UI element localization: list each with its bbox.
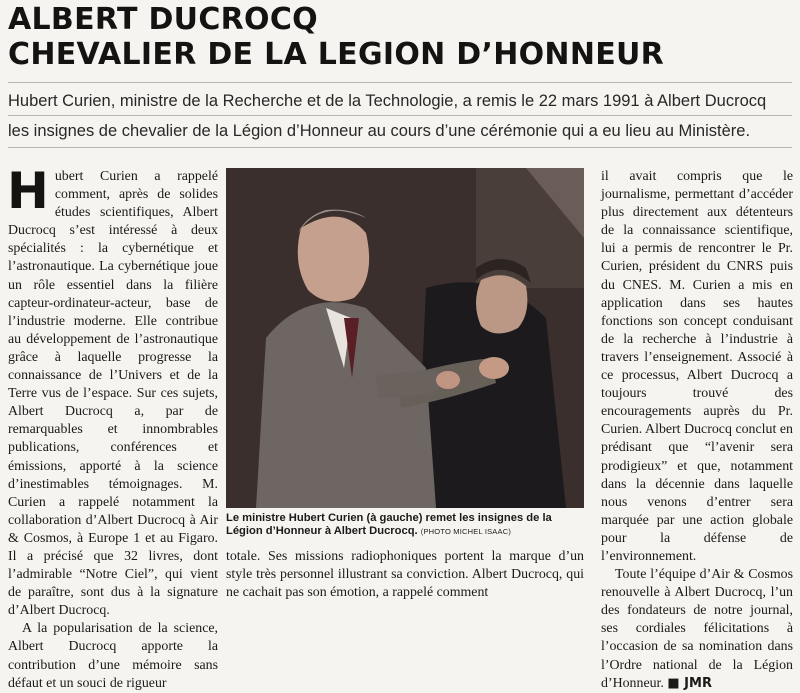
headline-line-2: CHEVALIER DE LA LEGION D’HONNEUR	[8, 37, 665, 72]
ceremony-photo	[226, 168, 584, 508]
column-2-bottom	[226, 548, 584, 602]
caption-text: Le ministre Hubert Curien (à gauche) remet les insignes de la Légion d’Honneur à Albert Ducrocq.	[226, 512, 552, 537]
photo-caption	[226, 512, 584, 538]
middle-rule	[8, 115, 792, 116]
body-paragraph	[7, 162, 218, 620]
lead-line-2: les insignes de chevalier de la Légion d’Honneur au cours d’une cérémonie qui a eu lieu au Ministère.	[8, 122, 751, 140]
lead-line-1: Hubert Curien, ministre de la Recherche et de la Technologie, a remis le 22 mars 1991 à Albert Ducrocq	[8, 92, 767, 110]
headline-line-1: ALBERT DUCROCQ	[8, 2, 318, 37]
col3-paragraph-2-text: Toute l’équipe d’Air & Cosmos renouvelle à Albert Ducrocq, l’un des fondateurs de notre journal, ses cordiales félicitations à l’occasion de sa nomination dans l’Ordre national de la Légion d’Honneur.	[601, 567, 793, 691]
column-1	[7, 162, 218, 693]
col3-paragraph-2	[601, 566, 793, 693]
photo-credit: (PHOTO MICHEL ISAAC)	[420, 527, 512, 536]
drop-cap: H	[7, 162, 49, 220]
bottom-rule	[8, 147, 792, 148]
top-rule	[8, 82, 792, 83]
ceremony-photo-illustration	[226, 168, 584, 508]
headline	[8, 2, 792, 72]
col1-paragraph-2: A la popularisation de la science, Albert Ducrocq apporte la contribution d’une mémoire sans défaut et un souci de rigueur	[8, 621, 218, 691]
col2-paragraph-1: totale. Ses missions radiophoniques portent la marque d’un style très personnel illustrant sa conviction. Albert Ducrocq, qui ne cachait pas son émotion, a rappelé comment	[226, 549, 584, 601]
col1-paragraph-1-text: ubert Curien a rappelé comment, après de solides études scientifiques, Albert Ducrocq s’est intéressé à deux spécialités : la cybernétique et l’astronautique. La cybernétique joue un rôle essentiel dans la filière capteur-ordinateur-acteur, base de l’industrie moderne. Elle contribue au développement de l’astronautique grâce à laquelle progresse la connaissance de l’Univers et de la Terre vus de l’espace. Sur ces sujets, Albert Ducrocq a, par de remarquables et innombrables publications, conférences et émissions, apporté à la science d’inestimables témoignages. M. Curien a rappelé notamment la collaboration d’Albert Ducrocq à Air & Cosmos, à Europe 1 et au Figaro. Il a précisé que 32 livres, dont l’admirable “Notre Ciel”, qui vient de paraître, sont dus à la signature d’Albert Ducrocq.	[8, 169, 218, 619]
column-3	[601, 168, 793, 693]
col3-paragraph-1: il avait compris que le journalisme, permettant d’accéder plus directement aux détenteurs de la connaissance scientifique, lui a permis de rencontrer le Pr. Curien, président du CNRS puis du CNES. M. Curien a mis en application dans ses hautes fonctions son concept conduisant de la recherche à l’industrie à travers l’enseignement. Associé à ce processus, Albert Ducrocq a toujours trouvé des encouragements auprès du Pr. Curien. Albert Ducrocq conclut en prédisant que “l’avenir sera prodigieux” et que, notamment dans la décennie dans laquelle nous venons d’entrer sera marquée par une action globale pour la défense de l’environnement.	[601, 169, 793, 564]
author-signature: ■ JMR	[667, 675, 712, 691]
